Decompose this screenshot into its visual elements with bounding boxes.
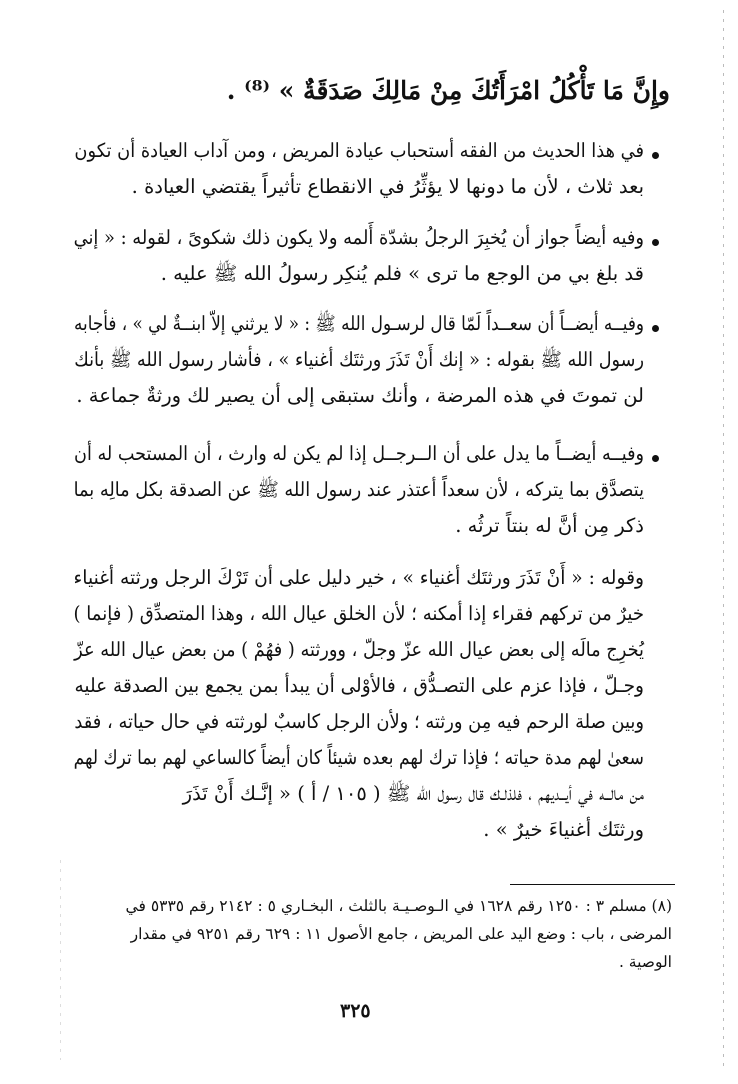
paragraph-5-line-5: وبين صلة الرحم فيه مِن ورثته ؛ ولأن الرجل كاسبٌ لورثته في حال حياته ، فقد [74, 710, 645, 733]
paragraph-5-line-1: وقوله : « أَنْ تَذَرَ ورثتَك أغنياء » ، خير دليل على أن تَرْكَ الرجل ورثته أغنياء [73, 566, 644, 589]
paragraph-5-line-8: ورثتَك أغنياءَ خيرٌ » . [483, 818, 644, 841]
paragraph-5-line-4: وجـلّ ، فإذا عزم على التصـدُّق ، فالأوْلى أن يبدأ بمن يجمع بين الصدقة عليه [74, 674, 645, 697]
paragraph-2-line-2: قد بلغ بي من الوجع ما ترى » فلم يُنكِر رسولُ الله ﷺ عليه . [160, 262, 644, 285]
paragraph-1-line-2: بعد ثلاث ، لأن ما دونها لا يؤثِّرُ في الانقطاع تأثيراً يقتضي العيادة . [131, 175, 644, 198]
paragraph-5-line-6: سعىٰ لهم مدة حياته ؛ فإذا ترك لهم بعده شيئاً كان أيضاً كالساعي لهم بما ترك لهم [73, 746, 645, 769]
paragraph-2-line-1: وفيه أيضاً جواز أن يُخبِرَ الرجلُ بشدّة أَلمه ولا يكون ذلك شكوىً ، لقوله : « إني [73, 226, 645, 249]
paragraph-4-line-3: ذكر مِن أنَّ له بنتاً ترثُه . [455, 514, 644, 537]
paragraph-5-line-3: يُخرِج مالَه إلى بعض عيال الله عزّ وجلّ ، وورثته ( فهُمْ ) من بعض عيال الله عزّ [74, 638, 644, 661]
paragraph-5-line-7: من مالــه في أيــديهم ، فلذلـك قال رسول الله ﷺ ( ١٠٥ / أ ) « إنَّـك أَنْ تَذَرَ [182, 782, 644, 805]
page-number: ٣٢٥ [340, 1000, 371, 1022]
paragraph-1-line-1: في هذا الحديث من الفقه أستحباب عيادة المريض ، ومن آداب العيادة أن تكون [74, 139, 644, 162]
paragraph-4-line-1: وفيــه أيضــاً ما يدل على أن الــرجــل إذا لم يكن له وارث ، أن المستحب له أن [74, 442, 644, 465]
footnote-separator [510, 884, 675, 885]
paragraph-3-line-3: لن تموتَ في هذه المرضة ، وأنك ستبقى إلى أن يصير لك ورثةٌ جماعة . [76, 384, 644, 407]
paragraph-5-line-2: خيرٌ من تركهم فقراء إذا أمكنه ؛ لأن الخلق عيال الله ، وهذا المتصدِّق ( فإنما ) [73, 602, 644, 625]
page-edge-left [60, 860, 61, 1060]
bullet-marker [652, 325, 659, 332]
footnote-line-2: المرضى ، باب : وضع اليد على المريض ، جامع الأصول ١١ : ٦٢٩ رقم ٩٢٥١ في مقدار [130, 925, 672, 943]
page-edge-right [723, 10, 724, 1070]
bullet-marker [652, 455, 659, 462]
footnote-line-1: (٨) مسلم ٣ : ١٢٥٠ رقم ١٦٢٨ في الـوصـيـة بالثلث ، البخـاري ٥ : ٢١٤٢ رقم ٥٣٣٥ في [125, 897, 672, 915]
bullet-marker [652, 152, 659, 159]
hadith-heading: وإِنَّ مَا تَأْكُلُ امْرَأَتُكَ مِنْ مَالِكَ صَدَقَةٌ » ⁽⁸⁾ . [226, 76, 670, 105]
paragraph-3-line-2: رسول الله ﷺ بقوله : « إنك أَنْ تَذَرَ ورثتَك أغنياء » ، فأشار رسول الله ﷺ بأنك [74, 348, 645, 371]
footnote-line-3: الوصية . [618, 953, 672, 971]
bullet-marker [652, 239, 659, 246]
paragraph-4-line-2: يتصدَّق بما يتركه ، لأن سعداً أعتذر عند رسول الله ﷺ عن الصدقة بكل مالِه بما [73, 478, 644, 501]
paragraph-3-line-1: وفيــه أيضــاً أن سعــداً لَمّا قال لرسـول الله ﷺ : « لا يرثني إلاّ ابنــةٌ لي » ، فأجابه [74, 312, 644, 335]
